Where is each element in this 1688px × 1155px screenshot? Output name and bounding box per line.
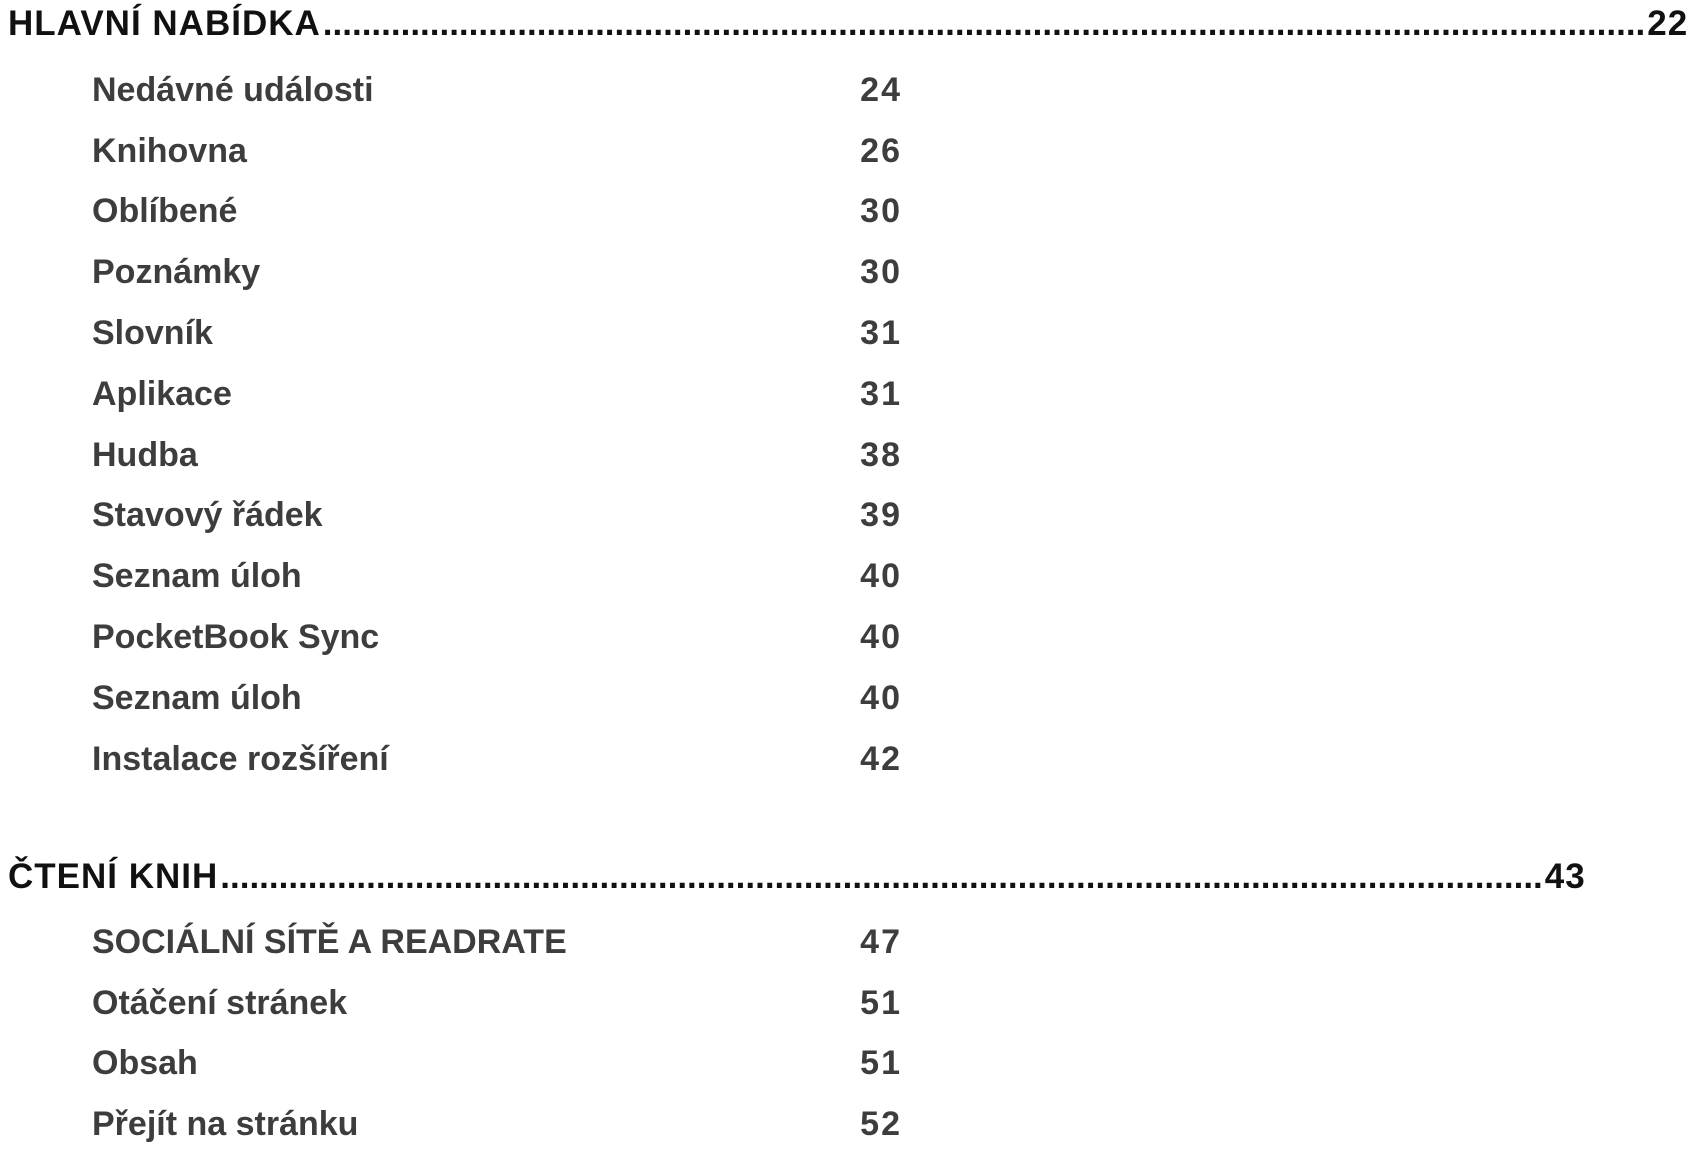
toc-entry-list: [92, 60, 902, 790]
toc-entry-list: [92, 912, 902, 1155]
entry-label: Nedávné události: [92, 70, 374, 109]
section-title: ČTENÍ KNIH: [8, 857, 219, 896]
entry-label: PocketBook Sync: [92, 618, 380, 657]
toc-entry[interactable]: [92, 60, 902, 121]
entry-label: Obsah: [92, 1044, 198, 1083]
toc-section-header[interactable]: [8, 4, 1688, 52]
dot-leader: ........................................................................................................................................: [322, 4, 1646, 43]
entry-label: Otáčení stránek: [92, 983, 348, 1022]
toc-entry[interactable]: [92, 973, 902, 1034]
entry-label: Poznámky: [92, 253, 261, 292]
section-page-number: 43: [1544, 857, 1586, 896]
entry-label: Hudba: [92, 435, 198, 474]
entry-label: Instalace rozšíření: [92, 739, 389, 778]
entry-page-number: 30: [860, 192, 902, 231]
dot-leader: ........................................................................................................................................: [220, 857, 1543, 896]
entry-page-number: 42: [860, 739, 902, 778]
toc-entry[interactable]: [92, 303, 902, 364]
toc-entry[interactable]: [92, 182, 902, 243]
entry-label: Slovník: [92, 314, 213, 353]
entry-label: Aplikace: [92, 374, 232, 413]
toc-entry[interactable]: [92, 1034, 902, 1095]
entry-label: Přejít na stránku: [92, 1105, 359, 1144]
toc-entry[interactable]: [92, 729, 902, 790]
entry-page-number: 31: [860, 314, 902, 353]
entry-page-number: 38: [860, 435, 902, 474]
entry-page-number: 24: [860, 70, 902, 109]
entry-label: Seznam úloh: [92, 557, 302, 596]
entry-page-number: 47: [860, 922, 902, 961]
toc-entry[interactable]: [92, 242, 902, 303]
section-page-number: 22: [1647, 4, 1688, 43]
entry-page-number: 51: [860, 983, 902, 1022]
entry-label: SOCIÁLNÍ SÍTĚ A READRATE: [92, 922, 567, 961]
entry-page-number: 26: [860, 131, 902, 170]
entry-page-number: 40: [860, 678, 902, 717]
toc-entry[interactable]: [92, 1094, 902, 1155]
entry-label: Stavový řádek: [92, 496, 323, 535]
entry-page-number: 40: [860, 618, 902, 657]
entry-page-number: 39: [860, 496, 902, 535]
toc-entry[interactable]: [92, 364, 902, 425]
entry-page-number: 52: [860, 1105, 902, 1144]
entry-label: Knihovna: [92, 131, 247, 170]
toc-entry[interactable]: [92, 546, 902, 607]
toc-entry[interactable]: [92, 668, 902, 729]
entry-label: Seznam úloh: [92, 678, 302, 717]
toc-entry[interactable]: [92, 121, 902, 182]
toc-section-header[interactable]: [8, 857, 1586, 905]
entry-page-number: 30: [860, 253, 902, 292]
toc-entry[interactable]: [92, 486, 902, 547]
toc-entry[interactable]: [92, 607, 902, 668]
entry-page-number: 40: [860, 557, 902, 596]
toc-entry[interactable]: [92, 912, 902, 973]
section-title: HLAVNÍ NABÍDKA: [8, 4, 321, 43]
toc-entry[interactable]: [92, 425, 902, 486]
entry-page-number: 51: [860, 1044, 902, 1083]
entry-page-number: 31: [860, 374, 902, 413]
entry-label: Oblíbené: [92, 192, 238, 231]
